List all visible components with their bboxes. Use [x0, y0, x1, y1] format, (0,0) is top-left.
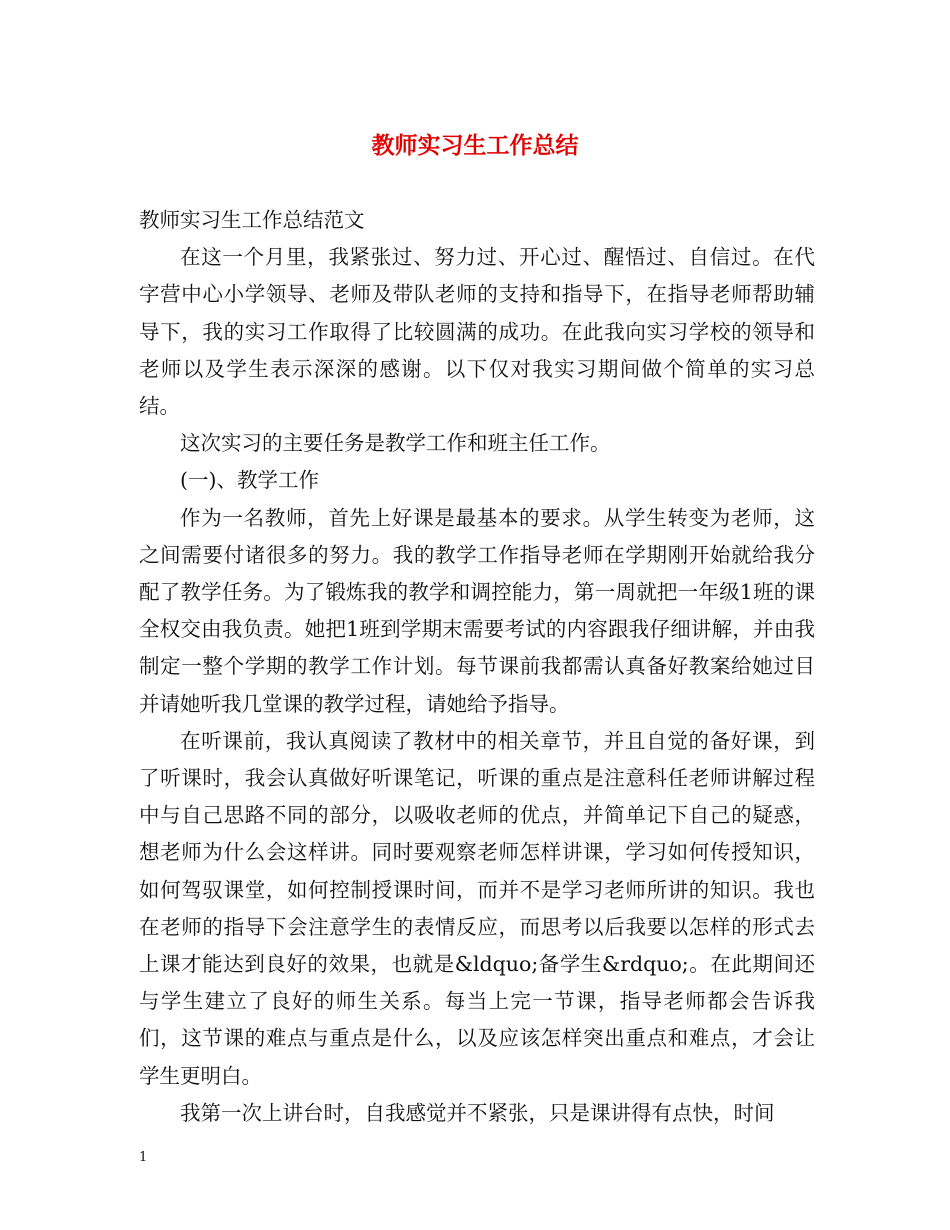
paragraph-observing-lessons: 在听课前，我认真阅读了教材中的相关章节，并且自觉的备好课，到了听课时，我会认真做好听课笔记，听课的重点是注意科任老师讲解过程中与自己思路不同的部分，以吸收老师的优点，并简单记下自己的疑惑，想老师为什么会这样讲。同时要观察老师怎样讲课，学习如何传授知识，如何驾驭课堂，如何控制授课时间，而并不是学习老师所讲的知识。我也在老师的指导下会注意学生的表情反应，而思考以后我要以怎样的形式去上课才能达到良好的效果，也就是&ldquo;备学生&rdquo;。在此期间还与学生建立了良好的师生关系。每当上完一节课，指导老师都会告诉我们，这节课的难点与重点是什么，以及应该怎样突出重点和难点，才会让学生更明白。	[139, 728, 815, 1088]
section-heading-teaching: (一)、教学工作	[180, 468, 319, 493]
document-title: 教师实习生工作总结	[371, 132, 579, 159]
paragraph-first-lecture: 我第一次上讲台时，自我感觉并不紧张，只是课讲得有点快，时间	[180, 1100, 775, 1125]
document-subtitle: 教师实习生工作总结范文	[139, 208, 365, 232]
document-body	[139, 202, 815, 1132]
paragraph-intro: 在这一个月里，我紧张过、努力过、开心过、醒悟过、自信过。在代字营中心小学领导、老师及带队老师的支持和指导下，在指导老师帮助辅导下，我的实习工作取得了比较圆满的成功。在此我向实习学校的领导和老师以及学生表示深深的感谢。以下仅对我实习期间做个简单的实习总结。	[139, 245, 815, 419]
page-number: 1	[139, 1150, 148, 1165]
paragraph-main-tasks: 这次实习的主要任务是教学工作和班主任工作。	[180, 431, 611, 456]
paragraph-teaching-work: 作为一名教师，首先上好课是最基本的要求。从学生转变为老师，这之间需要付诸很多的努力。我的教学工作指导老师在学期刚开始就给我分配了教学任务。为了锻炼我的教学和调控能力，第一周就把一年级1班的课全权交由我负责。她把1班到学期末需要考试的内容跟我仔细讲解，并由我制定一整个学期的教学工作计划。每节课前我都需认真备好教案给她过目并请她听我几堂课的教学过程，请她给予指导。	[139, 505, 815, 716]
